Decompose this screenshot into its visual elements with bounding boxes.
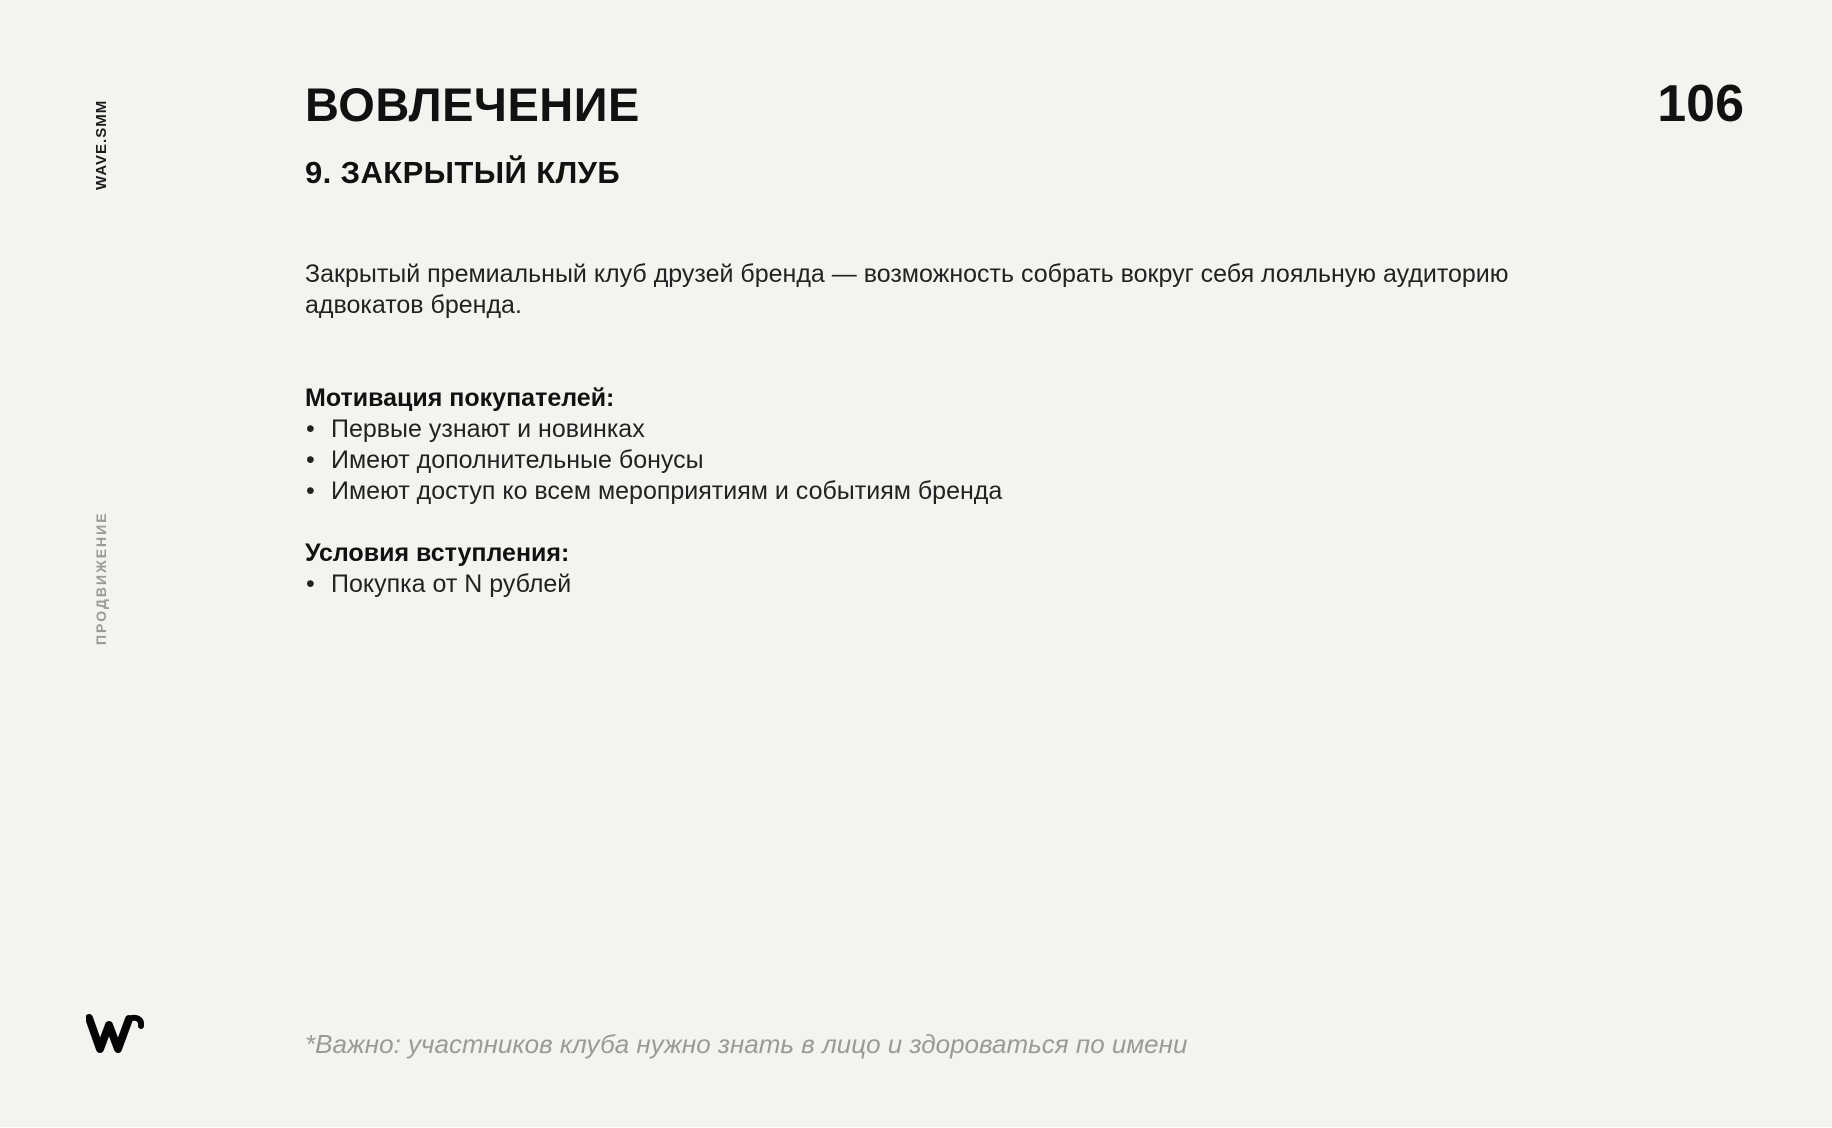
page-title: ВОВЛЕЧЕНИЕ [305, 78, 640, 131]
motivation-list-item: • Имеют доступ ко всем мероприятиям и событиям бренда [305, 476, 1002, 507]
wave-logo-icon [86, 1012, 144, 1054]
motivation-list-item: • Имеют дополнительные бонусы [305, 445, 1002, 476]
section-vertical-label: ПРОДВИЖЕНИЕ [93, 511, 109, 645]
brand-vertical-label: WAVE.SMM [93, 99, 110, 190]
conditions-list-item: • Покупка от N рублей [305, 569, 571, 600]
motivation-list [305, 414, 1002, 507]
page-number: 106 [1657, 75, 1744, 133]
slide-subtitle: 9. ЗАКРЫТЫЙ КЛУБ [305, 155, 621, 190]
intro-text: Закрытый премиальный клуб друзей бренда — возможность собрать вокруг себя лояльную аудиторию адвокатов бренда. [305, 260, 1509, 319]
footnote: *Важно: участников клуба нужно знать в лицо и здороваться по имени [305, 1029, 1188, 1059]
conditions-heading: Условия вступления: [305, 539, 570, 567]
motivation-heading: Мотивация покупателей: [305, 384, 615, 412]
motivation-list-item: • Первые узнают и новинках [305, 414, 1002, 445]
conditions-list [305, 569, 571, 600]
